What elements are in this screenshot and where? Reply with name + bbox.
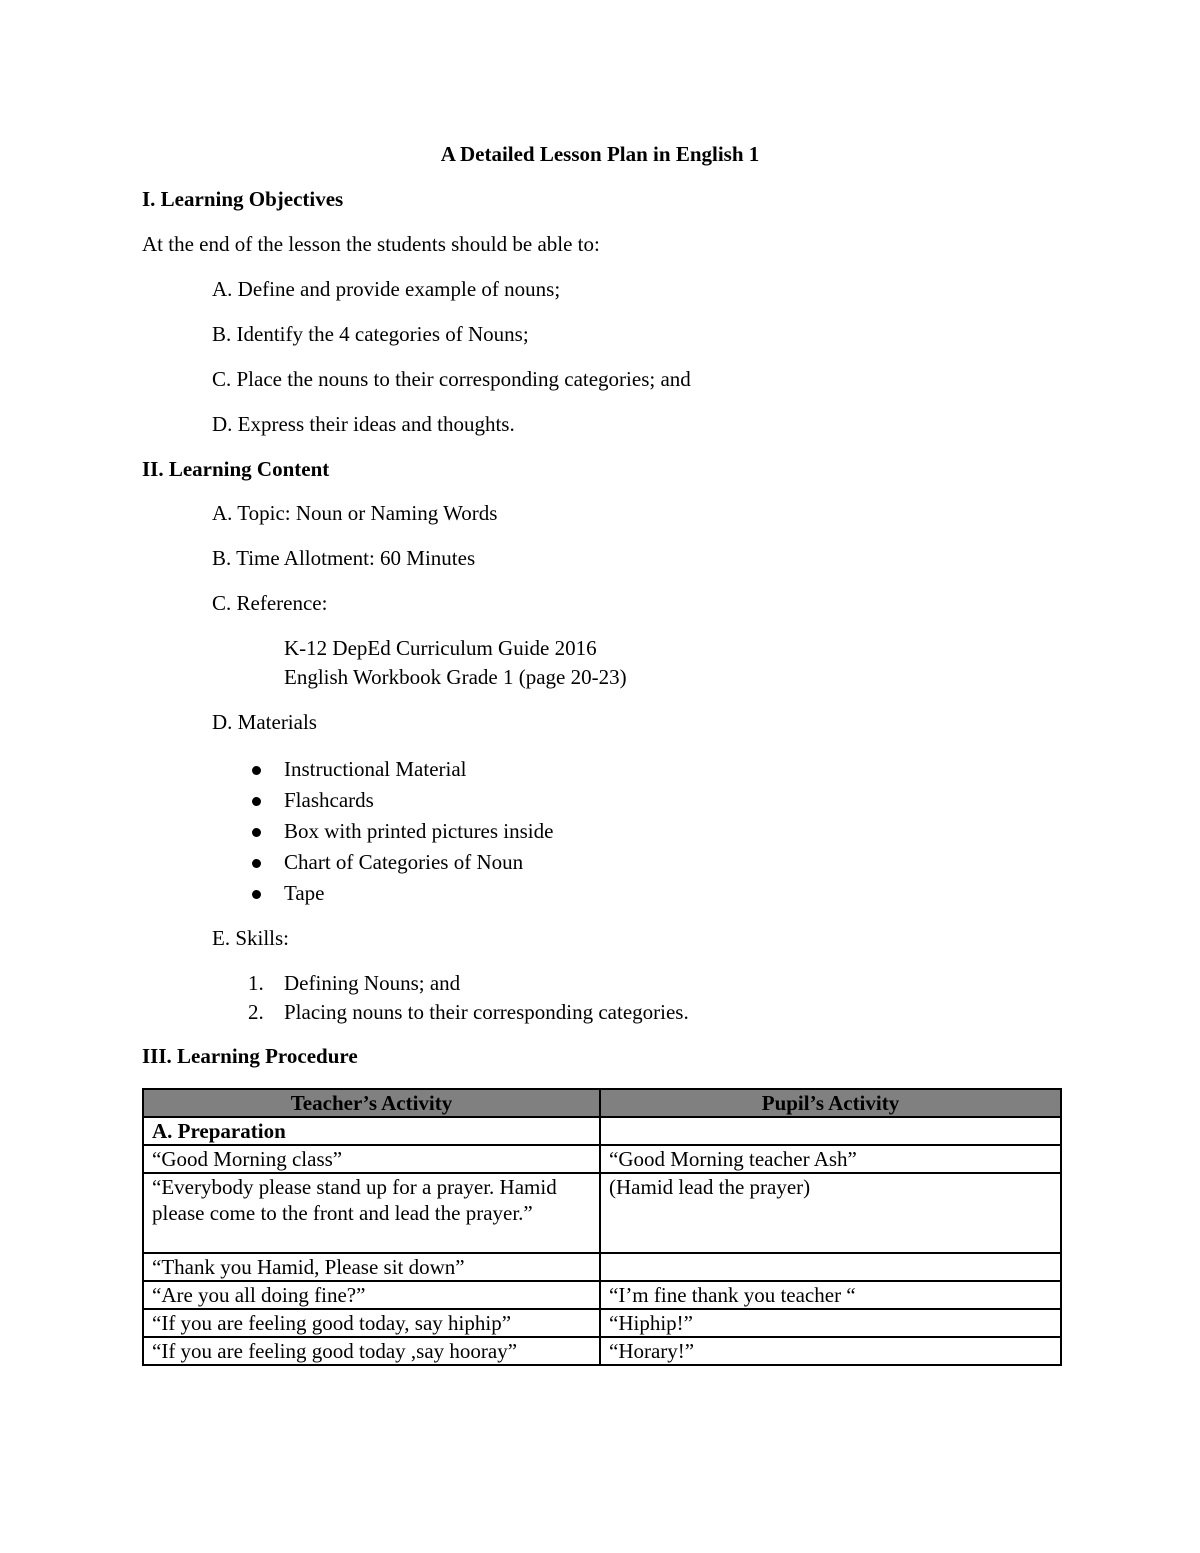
pupil-cell: “I’m fine thank you teacher “: [600, 1281, 1061, 1309]
pupil-cell: (Hamid lead the prayer): [600, 1173, 1061, 1253]
material-item: Instructional Material: [284, 757, 467, 781]
content-materials-label: D. Materials: [212, 710, 317, 734]
bullet-icon: [252, 890, 261, 899]
content-time-allotment: B. Time Allotment: 60 Minutes: [212, 546, 476, 570]
pupil-cell: [600, 1253, 1061, 1281]
objective-item: B. Identify the 4 categories of Nouns;: [212, 322, 529, 346]
pupil-cell: “Horary!”: [600, 1337, 1061, 1365]
empty-cell: [600, 1117, 1061, 1145]
reference-item: English Workbook Grade 1 (page 20-23): [284, 665, 627, 689]
objectives-heading: I. Learning Objectives: [142, 187, 344, 211]
bullet-icon: [252, 828, 261, 837]
bullet-icon: [252, 797, 261, 806]
content-heading: II. Learning Content: [142, 457, 330, 481]
document-title: A Detailed Lesson Plan in English 1: [440, 142, 760, 166]
teacher-cell: “If you are feeling good today, say hiphip”: [143, 1309, 600, 1337]
material-item: Box with printed pictures inside: [284, 819, 554, 843]
table-row: [143, 1145, 1061, 1173]
objective-item: A. Define and provide example of nouns;: [212, 277, 561, 301]
content-reference-label: C. Reference:: [212, 591, 328, 615]
pupil-cell: “Good Morning teacher Ash”: [600, 1145, 1061, 1173]
teacher-cell: “Good Morning class”: [143, 1145, 600, 1173]
table-row: [143, 1309, 1061, 1337]
content-skills-label: E. Skills:: [212, 926, 290, 950]
skill-number: 1.: [248, 971, 264, 995]
table-row: [143, 1337, 1061, 1365]
teacher-cell: “Are you all doing fine?”: [143, 1281, 600, 1309]
teacher-cell: “Everybody please stand up for a prayer. Hamid please come to the front and lead the prayer.”: [143, 1173, 600, 1253]
material-item: Flashcards: [284, 788, 374, 812]
skill-item: Placing nouns to their corresponding categories.: [284, 1000, 689, 1024]
table-row: [143, 1281, 1061, 1309]
bullet-icon: [252, 766, 261, 775]
reference-item: K-12 DepEd Curriculum Guide 2016: [284, 636, 597, 660]
teacher-cell: “Thank you Hamid, Please sit down”: [143, 1253, 600, 1281]
skill-number: 2.: [248, 1000, 264, 1024]
pupil-activity-header: Pupil’s Activity: [600, 1089, 1061, 1117]
material-item: Tape: [284, 881, 325, 905]
teacher-activity-header: Teacher’s Activity: [143, 1089, 600, 1117]
procedure-heading: III. Learning Procedure: [142, 1044, 358, 1068]
section-label: A. Preparation: [143, 1117, 600, 1145]
table-header-row: [143, 1089, 1061, 1117]
objective-item: C. Place the nouns to their corresponding categories; and: [212, 367, 691, 391]
skill-item: Defining Nouns; and: [284, 971, 461, 995]
teacher-cell: “If you are feeling good today ,say hooray”: [143, 1337, 600, 1365]
objectives-intro: At the end of the lesson the students should be able to:: [142, 232, 600, 256]
objective-item: D. Express their ideas and thoughts.: [212, 412, 515, 436]
bullet-icon: [252, 859, 261, 868]
table-row: [143, 1173, 1061, 1253]
pupil-cell: “Hiphip!”: [600, 1309, 1061, 1337]
content-topic: A. Topic: Noun or Naming Words: [212, 501, 498, 525]
table-row: [143, 1253, 1061, 1281]
procedure-table: [142, 1088, 1062, 1366]
table-row: [143, 1117, 1061, 1145]
material-item: Chart of Categories of Noun: [284, 850, 524, 874]
